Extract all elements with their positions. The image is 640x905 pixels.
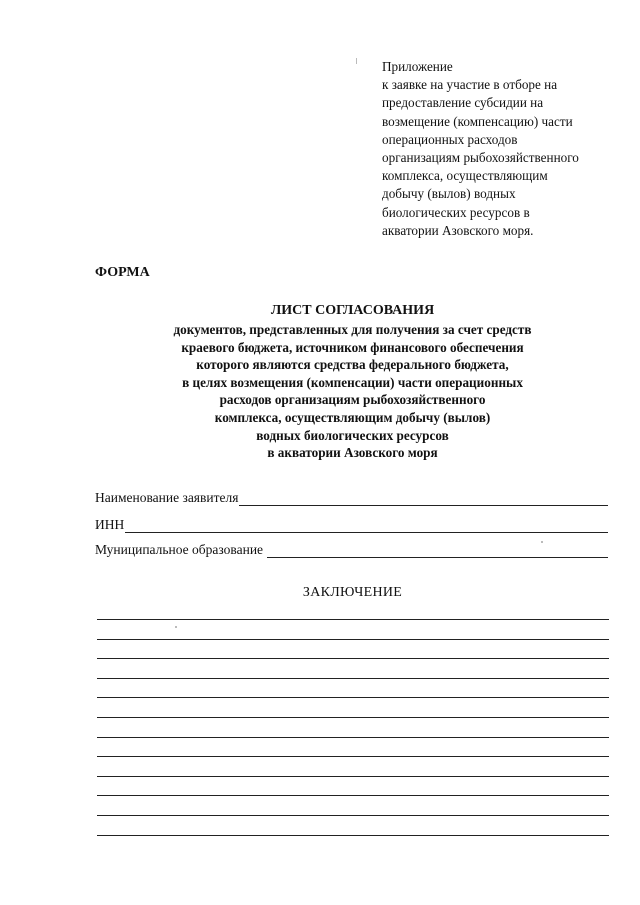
title-line: в акватории Азовского моря bbox=[267, 445, 438, 461]
conclusion-line[interactable] bbox=[97, 795, 609, 796]
conclusion-heading: ЗАКЛЮЧЕНИЕ bbox=[302, 585, 403, 600]
title-line: водных биологических ресурсов bbox=[256, 427, 449, 443]
conclusion-line[interactable] bbox=[97, 717, 609, 718]
municipality-field[interactable] bbox=[95, 542, 608, 558]
conclusion-line[interactable] bbox=[97, 756, 609, 757]
appendix-line: Приложение bbox=[382, 59, 453, 74]
appendix-line: операционных расходов bbox=[382, 131, 518, 147]
title-line: расходов организациям рыбохозяйственного bbox=[219, 392, 486, 408]
inn-label: ИНН bbox=[95, 517, 125, 532]
appendix-line: биологических ресурсов в bbox=[382, 204, 530, 220]
conclusion-line[interactable] bbox=[97, 737, 609, 738]
title-line: комплекса, осуществляющим добычу (вылов) bbox=[214, 409, 491, 425]
title-line: в целях возмещения (компенсации) части операционных bbox=[182, 374, 523, 390]
title-line: документов, представленных для получения за счет средств bbox=[173, 322, 532, 337]
form-label: ФОРМА bbox=[95, 265, 150, 280]
inn-field[interactable] bbox=[95, 517, 608, 533]
scan-speck bbox=[175, 626, 177, 628]
municipality-label: Муниципальное образование bbox=[95, 542, 264, 557]
document-title bbox=[95, 301, 610, 462]
inn-input[interactable] bbox=[125, 520, 608, 533]
conclusion-line[interactable] bbox=[97, 619, 609, 620]
conclusion-line[interactable] bbox=[97, 639, 609, 640]
title-description bbox=[95, 321, 610, 462]
title-line: которого являются средства федерального бюджета, bbox=[196, 357, 509, 373]
applicant-name-input[interactable] bbox=[239, 493, 608, 506]
appendix-line: акватории Азовского моря. bbox=[382, 222, 534, 238]
applicant-name-field[interactable] bbox=[95, 490, 608, 506]
appendix-note bbox=[382, 58, 632, 240]
appendix-line: к заявке на участие в отборе на bbox=[382, 77, 558, 93]
applicant-name-label: Наименование заявителя bbox=[95, 490, 239, 505]
appendix-line: добычу (вылов) водных bbox=[382, 186, 516, 202]
conclusion-line[interactable] bbox=[97, 678, 609, 679]
title-main: ЛИСТ СОГЛАСОВАНИЯ bbox=[270, 303, 435, 318]
conclusion-line[interactable] bbox=[97, 835, 609, 836]
conclusion-line[interactable] bbox=[97, 658, 609, 659]
appendix-line: возмещение (компенсацию) части bbox=[382, 113, 573, 129]
scan-speck bbox=[356, 58, 357, 64]
scan-speck bbox=[541, 541, 543, 543]
appendix-line: комплекса, осуществляющим bbox=[382, 168, 548, 184]
conclusion-line[interactable] bbox=[97, 815, 609, 816]
title-line: краевого бюджета, источником финансового обеспечения bbox=[181, 339, 524, 355]
appendix-line: предоставление субсидии на bbox=[382, 95, 544, 111]
conclusion-line[interactable] bbox=[97, 776, 609, 777]
municipality-input[interactable] bbox=[267, 545, 608, 558]
conclusion-line[interactable] bbox=[97, 697, 609, 698]
appendix-line: организациям рыбохозяйственного bbox=[382, 150, 579, 166]
